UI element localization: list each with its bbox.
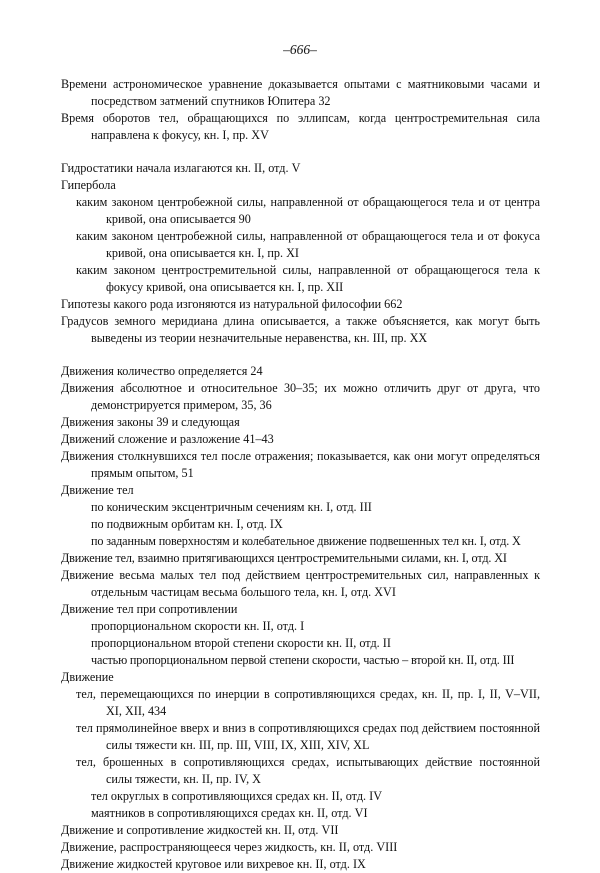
section-gap [61, 144, 540, 160]
index-subentry: тел, перемещающихся по инерции в сопротивляющихся средах, кн. II, пр. I, II, V–VII, XI, XII, 434 [76, 687, 540, 718]
index-subentry: частью пропорциональном первой степени скорости, частью – второй кн. II, отд. III [91, 653, 515, 667]
index-entry: Движение, распространяющееся через жидкость, кн. II, отд. VIII [61, 840, 398, 854]
index-entry: Движение жидкостей круговое или вихревое кн. II, отд. IX [61, 857, 366, 871]
index-subentry: каким законом центробежной силы, направленной от обращающегося тела и от фокуса кривой, она описывается кн. I, пр. XI [76, 229, 540, 260]
index-subentry: маятников в сопротивляющихся средах кн. II, отд. VI [91, 806, 368, 820]
index-entry: Движений сложение и разложение 41–43 [61, 432, 274, 446]
index-entry: Времени астрономическое уравнение доказывается опытами с маятниковыми часами и посредством затмений спутников Юпитера 32 [61, 77, 540, 108]
index-entry: Движения количество определяется 24 [61, 364, 263, 378]
index-subentry: каким законом центробежной силы, направленной от обращающегося тела и от центра кривой, она описывается 90 [76, 195, 540, 226]
index-entry: Гипотезы какого рода изгоняются из натуральной философии 662 [61, 297, 403, 311]
index-subentry: пропорциональном скорости кн. II, отд. I [91, 619, 305, 633]
index-entry: Движения законы 39 и следующая [61, 415, 240, 429]
index-entries [61, 76, 540, 873]
index-subentry: пропорциональном второй степени скорости кн. II, отд. II [91, 636, 391, 650]
index-subentry: тел прямолинейное вверх и вниз в сопротивляющихся средах под действием постоянной силы тяжести кн. III, пр. III, VIII, IX, XIII, XIV, XL [76, 721, 540, 752]
index-entry: Движения абсолютное и относительное 30–35; их можно отличить друг от друга, что демонстрируется примером, 35, 36 [61, 381, 540, 412]
index-entry: Движение [61, 670, 114, 684]
index-subentry: каким законом центростремительной силы, направленной от обращающегося тела к фокусу кривой, она описывается кн. I, пр. XII [76, 263, 540, 294]
index-entry: Движение тел при сопротивлении [61, 602, 238, 616]
index-entry: Движения столкнувшихся тел после отражения; показывается, как они могут определяться прямым опытом, 51 [61, 449, 540, 480]
index-subentry: тел, брошенных в сопротивляющихся средах, испытывающих действие постоянной силы тяжести, кн. II, пр. IV, X [76, 755, 540, 786]
section-gap [61, 347, 540, 363]
index-entry: Время оборотов тел, обращающихся по эллипсам, когда центростремительная сила направлена к фокусу, кн. I, пр. XV [61, 111, 540, 142]
index-entry: Гипербола [61, 178, 116, 192]
index-subentry: по заданным поверхностям и колебательное движение подвешенных тел кн. I, отд. X [91, 534, 521, 548]
index-entry: Движение тел [61, 483, 134, 497]
index-subentry: по подвижным орбитам кн. I, отд. IX [91, 517, 283, 531]
index-entry: Движение тел, взаимно притягивающихся центростремительными силами, кн. I, отд. XI [61, 551, 507, 565]
index-subentry: по коническим эксцентричным сечениям кн. I, отд. III [91, 500, 372, 514]
index-entry: Движение весьма малых тел под действием центростремительных сил, направленных к отдельным частицам весьма большого тела, кн. I, отд. XVI [61, 568, 540, 599]
index-entry: Градусов земного меридиана длина описывается, а также объясняется, как могут быть выведены из теории незначительные неравенства, кн. III, пр. XX [61, 314, 540, 345]
index-entry: Гидростатики начала излагаются кн. II, отд. V [61, 161, 301, 175]
page-number: –666– [283, 42, 317, 57]
index-subentry: тел округлых в сопротивляющихся средах кн. II, отд. IV [91, 789, 382, 803]
index-entry: Движение и сопротивление жидкостей кн. II, отд. VII [61, 823, 339, 837]
